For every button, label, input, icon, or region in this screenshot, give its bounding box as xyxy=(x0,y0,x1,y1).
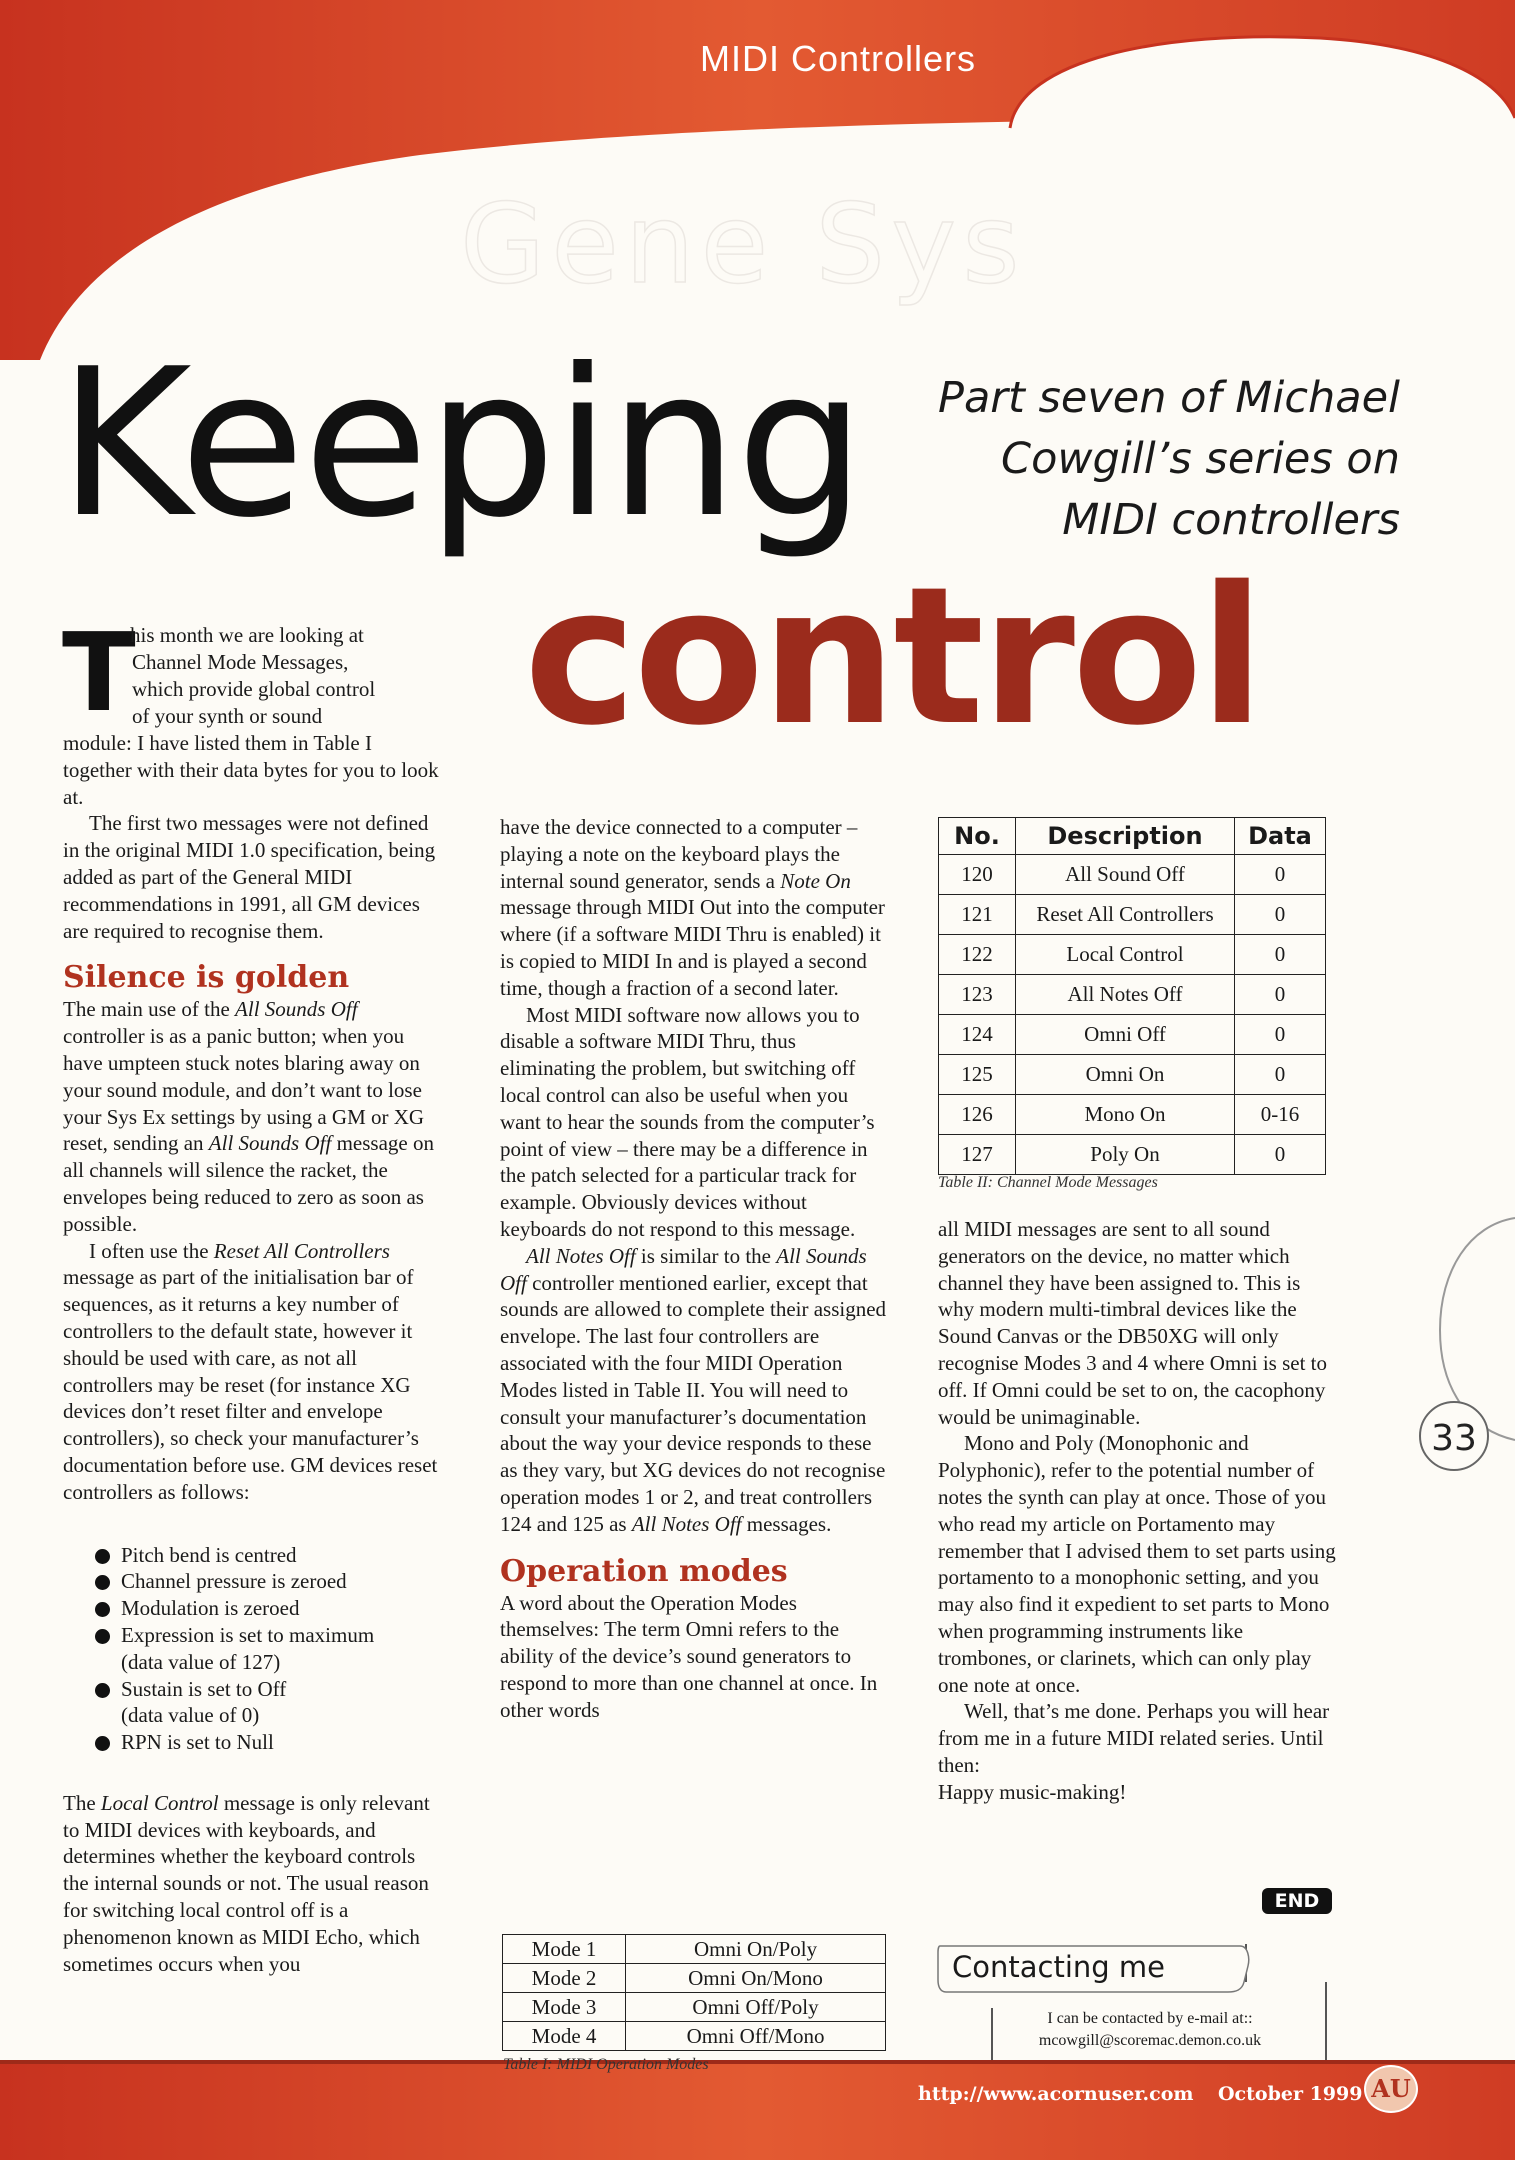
page-number: 33 xyxy=(1431,1418,1477,1459)
table-cell: 126 xyxy=(939,1095,1016,1135)
table-cell: All Sound Off xyxy=(1016,855,1235,895)
table-row xyxy=(503,1964,886,1993)
table-cell: 0 xyxy=(1235,1055,1326,1095)
list-item: RPN is set to Null xyxy=(63,1729,441,1756)
table-cell: 0-16 xyxy=(1235,1095,1326,1135)
table-cell: Omni On/Mono xyxy=(626,1964,886,1993)
table-cell: 0 xyxy=(1235,975,1326,1015)
table-cell: Mode 2 xyxy=(503,1964,626,1993)
lead-line: his month we are looking at xyxy=(130,623,364,647)
standfirst-line: Part seven of Michael xyxy=(938,373,1400,423)
table-1-caption: Table I: MIDI Operation Modes xyxy=(503,2056,709,2073)
list-item: Channel pressure is zeroed xyxy=(63,1568,441,1595)
table-row xyxy=(939,1055,1326,1095)
table-header: Data xyxy=(1235,818,1326,855)
paragraph: The first two messages were not defined in the original MIDI 1.0 specification, being added as part of the General MIDI recommendations in 1991, all GM devices are required to recognise them. xyxy=(63,811,436,943)
paragraph: Well, that’s me done. Perhaps you will hear from me in a future MIDI related series. Until then: xyxy=(938,1699,1330,1777)
headline-keeping: Keeping xyxy=(58,326,864,563)
heading-operation-modes: Operation modes xyxy=(500,1553,788,1589)
lead-line: which provide global control xyxy=(132,677,376,701)
table-row xyxy=(503,2022,886,2051)
table-row xyxy=(503,1993,886,2022)
drop-cap: T xyxy=(62,611,136,736)
table-cell: 0 xyxy=(1235,935,1326,975)
footer-date: October 1999 xyxy=(1218,2083,1363,2105)
table-cell: Mono On xyxy=(1016,1095,1235,1135)
paragraph: A word about the Operation Modes themselves: The term Omni refers to the ability of the device’s sound generators to respond to more than one channel at once. In other words xyxy=(500,1590,878,1722)
table-cell: Mode 3 xyxy=(503,1993,626,2022)
table-cell: 124 xyxy=(939,1015,1016,1055)
paragraph: Most MIDI software now allows you to disable a software MIDI Thru, thus eliminating the problem, but switching off local control can also be useful when you want to hear the sounds from the computer’s point of view – there may be a difference in the patch selected for a particular track for example. Obviously devices without keyboards do not respond to this message. xyxy=(500,1002,875,1241)
bullet-icon xyxy=(95,1683,110,1698)
table-cell: 127 xyxy=(939,1135,1016,1175)
paragraph: Happy music-making! xyxy=(938,1779,1127,1804)
footer-band xyxy=(0,2060,1515,2160)
bullet-icon xyxy=(95,1736,110,1751)
table-row xyxy=(939,1095,1326,1135)
reset-list xyxy=(63,1542,441,1756)
table-cell: Omni Off xyxy=(1016,1015,1235,1055)
standfirst-line: Cowgill’s series on xyxy=(1001,434,1400,484)
table-cell: Poly On xyxy=(1016,1135,1235,1175)
table-cell: Local Control xyxy=(1016,935,1235,975)
headline-control: control xyxy=(524,546,1262,767)
table-cell: 120 xyxy=(939,855,1016,895)
paragraph: The main use of the All Sounds Off controller is as a panic button; when you have umpteen stuck notes blaring away on your sound module, and don’t want to lose your Sys Ex settings by using a GM or XG reset, sending an All Sounds Off message on all channels will silence the racket, the envelopes being reduced to zero as soon as possible. xyxy=(63,997,434,1236)
column-3 xyxy=(938,1216,1336,1806)
paragraph: Mono and Poly (Monophonic and Polyphonic), refer to the potential number of notes the synth can play at once. Those of you who read my article on Portamento may remember that I advised them to set parts using portamento to a monophonic setting, and you may also find it expedient to set parts to Mono when programming instruments like trombones, or clarinets, which can only play one note at once. xyxy=(938,1431,1336,1697)
lead-line: Channel Mode Messages, xyxy=(132,650,349,674)
table-cell: Omni On/Poly xyxy=(626,1935,886,1964)
table-cell: Mode 1 xyxy=(503,1935,626,1964)
table-cell: Omni Off/Poly xyxy=(626,1993,886,2022)
bullet-icon xyxy=(95,1602,110,1617)
acorn-user-logo: AU xyxy=(1364,2065,1418,2113)
table-cell: Omni Off/Mono xyxy=(626,2022,886,2051)
table-header: No. xyxy=(939,818,1016,855)
list-item: Sustain is set to Off (data value of 0) xyxy=(63,1676,441,1730)
table-cell: 121 xyxy=(939,895,1016,935)
list-item: Modulation is zeroed xyxy=(63,1595,441,1622)
paragraph: all MIDI messages are sent to all sound generators on the device, no matter which channel they have been assigned to. This is why modern multi-timbral devices like the Sound Canvas or the DB50XG will only recognise Modes 3 and 4 where Omni is set to off. If Omni could be set to on, the cacophony would be unimaginable. xyxy=(938,1217,1328,1429)
table-row xyxy=(939,1135,1326,1175)
contact-title: Contacting me xyxy=(952,1950,1165,1984)
contact-text: I can be contacted by e-mail at:: xyxy=(1047,2010,1253,2027)
paragraph: I often use the Reset All Controllers message as part of the initialisation bar of sequences, as it returns a key number of controllers to the default state, however it should be used with care, as not all controllers may be reset (for instance XG devices don’t reset filter and envelope controllers), so check your manufacturer’s documentation before use. GM devices reset controllers as follows: xyxy=(63,1238,438,1504)
lead-line: of your synth or sound xyxy=(132,704,323,728)
table-row xyxy=(939,855,1326,895)
table-row xyxy=(503,1935,886,1964)
column-2 xyxy=(500,814,892,1724)
table-cell: 123 xyxy=(939,975,1016,1015)
table-cell: 0 xyxy=(1235,1015,1326,1055)
table-row xyxy=(939,895,1326,935)
table-header: Description xyxy=(1016,818,1235,855)
table-row xyxy=(939,975,1326,1015)
bullet-icon xyxy=(95,1629,110,1644)
table-cell: 0 xyxy=(1235,1135,1326,1175)
paragraph: The Local Control message is only relevant to MIDI devices with keyboards, and determines whether the keyboard controls the internal sounds or not. The usual reason for switching local control off is a phenomenon known as MIDI Echo, which sometimes occurs when you xyxy=(63,1790,430,1976)
bullet-icon xyxy=(95,1549,110,1564)
standfirst-line: MIDI controllers xyxy=(1062,495,1400,545)
operation-modes-table xyxy=(502,1934,886,2051)
table-row xyxy=(939,1015,1326,1055)
table-cell: Omni On xyxy=(1016,1055,1235,1095)
contact-box xyxy=(995,2008,1305,2052)
table-cell: 0 xyxy=(1235,895,1326,935)
list-item: Expression is set to maximum (data value of 127) xyxy=(63,1622,441,1676)
column-1 xyxy=(63,730,441,1977)
footer-url[interactable]: http://www.acornuser.com xyxy=(918,2083,1194,2105)
bullet-icon xyxy=(95,1575,110,1590)
section-title: MIDI Controllers xyxy=(700,38,977,79)
table-cell: 125 xyxy=(939,1055,1016,1095)
standfirst xyxy=(860,368,1400,551)
ghost-background-text: Gene Sys xyxy=(460,180,1026,308)
paragraph: All Notes Off is similar to the All Sounds Off controller mentioned earlier, except that sounds are allowed to complete their assigned envelope. The last four controllers are associated with the four MIDI Operation Modes listed in Table II. You will need to consult your manufacturer’s documentation about the way your device responds to these as they vary, but XG devices do not recognise operation modes 1 or 2, and treat controllers 124 and 125 as All Notes Off messages. xyxy=(500,1243,887,1536)
paragraph: have the device connected to a computer – playing a note on the keyboard plays the internal sound generator, sends a Note On message through MIDI Out into the computer where (if a software MIDI Thru is enabled) it is copied to MIDI In and is played a second time, though a fraction of a second later. xyxy=(500,815,885,1000)
table-row xyxy=(939,935,1326,975)
table-header-row xyxy=(939,818,1326,855)
channel-mode-messages-table xyxy=(938,817,1326,1175)
heading-silence-is-golden: Silence is golden xyxy=(63,960,350,996)
table-cell: All Notes Off xyxy=(1016,975,1235,1015)
table-cell: Reset All Controllers xyxy=(1016,895,1235,935)
end-badge: END xyxy=(1262,1888,1332,1914)
contact-email[interactable]: mcowgill@scoremac.demon.co.uk xyxy=(1038,2032,1262,2049)
lead-paragraph: module: I have listed them in Table I together with their data bytes for you to look at. xyxy=(63,731,439,809)
table-cell: 122 xyxy=(939,935,1016,975)
list-item: Pitch bend is centred xyxy=(63,1542,441,1569)
table-2-caption: Table II: Channel Mode Messages xyxy=(938,1174,1158,1191)
table-cell: 0 xyxy=(1235,855,1326,895)
table-cell: Mode 4 xyxy=(503,2022,626,2051)
